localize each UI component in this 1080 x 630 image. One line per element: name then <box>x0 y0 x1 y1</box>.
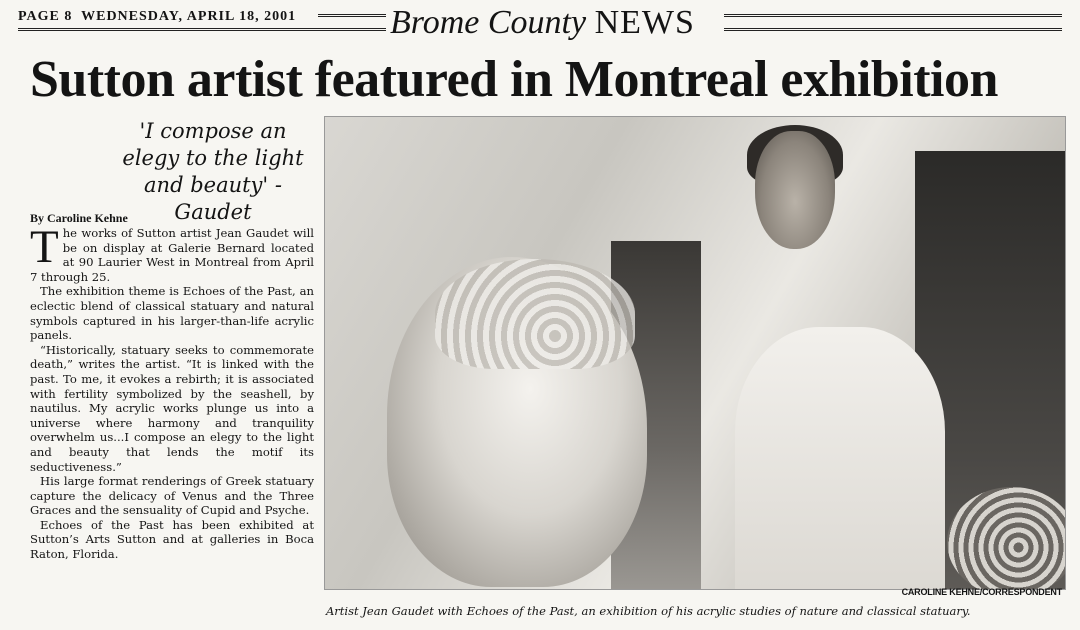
masthead-rule <box>18 28 386 31</box>
artist-figure <box>735 327 945 589</box>
page-number: PAGE 8 <box>18 9 73 24</box>
statue-curls <box>435 259 635 369</box>
newspaper-name-main: Brome County <box>390 4 587 41</box>
masthead-rule <box>724 14 1062 17</box>
pull-quote: 'I compose an elegy to the light and beauty' - Gaudet <box>122 119 304 224</box>
article-paragraph <box>30 221 314 284</box>
masthead <box>18 6 1062 42</box>
newspaper-name <box>390 4 695 42</box>
photo-credit: CAROLINE KEHNE/CORRESPONDENT <box>901 587 1062 597</box>
article-paragraph: His large format renderings of Greek statuary capture the delicacy of Venus and the Three Graces and the sensuality of Cupid and Psyche. <box>30 474 314 518</box>
headline: Sutton artist featured in Montreal exhibition <box>30 51 998 108</box>
masthead-rule <box>318 14 386 17</box>
article-photo <box>324 116 1066 590</box>
drop-cap: T <box>30 221 59 273</box>
article-paragraph: Echoes of the Past has been exhibited at Sutton’s Arts Sutton and at galleries in Boca Raton, Florida. <box>30 517 314 562</box>
masthead-rule <box>724 28 1062 31</box>
issue-date: WEDNESDAY, APRIL 18, 2001 <box>81 9 297 24</box>
article-body <box>30 221 314 562</box>
article-paragraph: The exhibition theme is Echoes of the Past, an eclectic blend of classical statuary and natural symbols captured in his larger-than-life acrylic panels. <box>30 284 314 343</box>
nautilus-shell <box>947 487 1066 590</box>
page-info <box>18 9 296 25</box>
article-paragraph: “Historically, statuary seeks to commemorate death,” writes the artist. “It is linked with the past. To me, it evokes a rebirth; it is associated with fertility symbolized by the seashell, by nautilus. My acrylic works plunge us into a universe where harmony and tranquility overwhelm us...I compose an elegy to the light and beauty that lends the motif its seductiveness.” <box>30 342 314 474</box>
newspaper-name-news: NEWS <box>594 4 695 41</box>
artist-face <box>755 131 835 249</box>
photo-caption: Artist Jean Gaudet with Echoes of the Past, an exhibition of his acrylic studies of nature and classical statuary. <box>326 604 971 618</box>
byline: By Caroline Kehne <box>30 211 128 225</box>
article-paragraph-text: he works of Sutton artist Jean Gaudet will be on display at Galerie Bernard located at 90 Laurier West in Montreal from April 7 through 25. <box>30 226 314 284</box>
